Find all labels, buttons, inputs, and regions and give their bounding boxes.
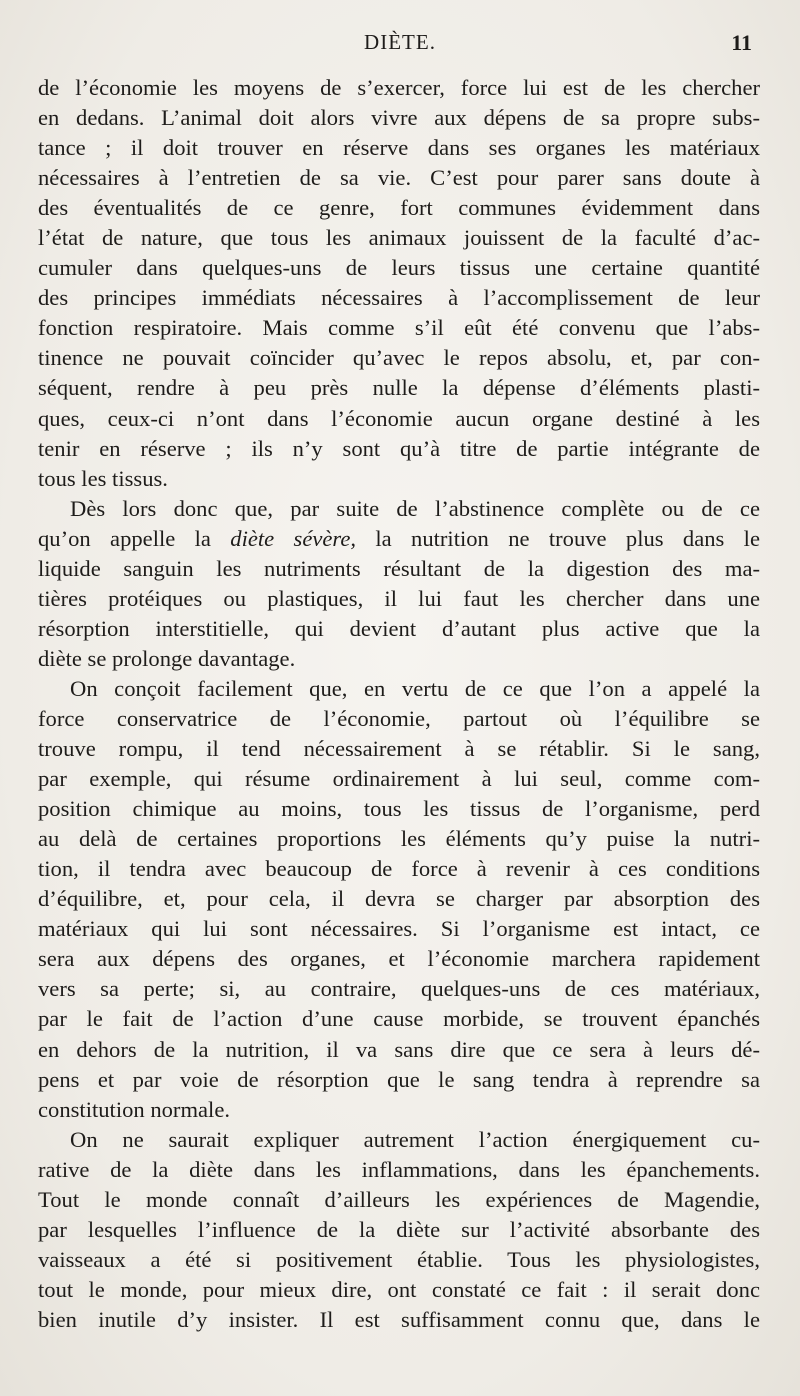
text-line: liquide sanguin les nutriments résultant de la digestion des ma- <box>38 555 760 581</box>
text-line: tion, il tendra avec beaucoup de force à revenir à ces conditions <box>38 856 760 882</box>
text-line: vers sa perte; si, au contraire, quelques-uns de ces matériaux, <box>38 976 760 1002</box>
text-line: On ne saurait expliquer autrement l’action énergiquement cu- <box>70 1126 760 1152</box>
text-line: vaisseaux a été si positivement établie. Tous les physiologistes, <box>38 1246 760 1272</box>
text-line: séquent, rendre à peu près nulle la dépense d’éléments plasti- <box>38 375 760 401</box>
text-line: tières protéiques ou plastiques, il lui faut les chercher dans une <box>38 585 760 611</box>
text-line: tance ; il doit trouver en réserve dans ses organes les matériaux <box>38 135 760 161</box>
body-text <box>38 73 760 1335</box>
text-line: pens et par voie de résorption que le sang tendra à reprendre sa <box>38 1066 760 1092</box>
text-line: rative de la diète dans les inflammations, dans les épanchements. <box>38 1156 760 1182</box>
text-line: de l’économie les moyens de s’exercer, force lui est de les chercher <box>38 75 760 100</box>
text-line: bien inutile d’y insister. Il est suffisamment connu que, dans le <box>38 1306 760 1332</box>
paragraph <box>38 494 760 674</box>
text-line: des éventualités de ce genre, fort communes évidemment dans <box>38 195 760 221</box>
text-line: en dehors de la nutrition, il va sans dire que ce sera à leurs dé- <box>38 1036 760 1062</box>
text-line: fonction respiratoire. Mais comme s’il eût été convenu que l’abs- <box>38 315 760 341</box>
text-line: tout le monde, pour mieux dire, ont constaté ce fait : il serait donc <box>38 1276 760 1302</box>
text-line: matériaux qui lui sont nécessaires. Si l’organisme est intact, ce <box>38 916 760 942</box>
text-line: au delà de certaines proportions les éléments qu’y puise la nutri- <box>38 826 760 852</box>
text-line: Tout le monde connaît d’ailleurs les expériences de Magendie, <box>38 1186 760 1212</box>
text-line: force conservatrice de l’économie, partout où l’équilibre se <box>38 705 760 731</box>
text-line: constitution normale. <box>38 1096 231 1122</box>
text-line: trouve rompu, il tend nécessairement à se rétablir. Si le sang, <box>38 736 760 762</box>
text-line: position chimique au moins, tous les tissus de l’organisme, perd <box>38 796 760 822</box>
paragraph <box>38 674 760 1125</box>
text-line: Dès lors donc que, par suite de l’abstinence complète ou de ce <box>70 495 760 521</box>
text-line: On conçoit facilement que, en vertu de ce que l’on a appelé la <box>70 675 760 701</box>
text-line: des principes immédiats nécessaires à l’accomplissement de leur <box>38 285 760 311</box>
text-line: sera aux dépens des organes, et l’économie marchera rapidement <box>38 946 760 972</box>
text-line: l’état de nature, que tous les animaux jouissent de la faculté d’ac- <box>38 225 760 251</box>
paragraph <box>38 73 760 494</box>
text-line: par lesquelles l’influence de la diète sur l’activité absorbante des <box>38 1216 760 1242</box>
text-line: qu’on appelle la diète sévère, la nutrition ne trouve plus dans le <box>38 525 760 551</box>
text-line: nécessaires à l’entretien de sa vie. C’est pour parer sans doute à <box>38 165 760 191</box>
text-line: tous les tissus. <box>38 465 168 491</box>
text-line: par le fait de l’action d’une cause morbide, se trouvent épanchés <box>38 1006 760 1032</box>
running-title: DIÈTE. <box>364 30 436 54</box>
text-line: tenir en réserve ; ils n’y sont qu’à titre de partie intégrante de <box>38 435 760 461</box>
text-line: ques, ceux-ci n’ont dans l’économie aucun organe destiné à les <box>38 405 760 431</box>
text-line: cumuler dans quelques-uns de leurs tissus une certaine quantité <box>38 255 760 281</box>
text-line: résorption interstitielle, qui devient d’autant plus active que la <box>38 615 760 641</box>
text-line: en dedans. L’animal doit alors vivre aux dépens de sa propre subs- <box>38 105 760 131</box>
page-number: 11 <box>731 30 752 55</box>
text-line: par exemple, qui résume ordinairement à lui seul, comme com- <box>38 766 760 792</box>
text-line: tinence ne pouvait coïncider qu’avec le repos absolu, et, par con- <box>38 345 760 371</box>
text-line: diète se prolonge davantage. <box>38 645 296 671</box>
text-line: d’équilibre, et, pour cela, il devra se charger par absorption des <box>38 886 760 912</box>
paragraph <box>38 1125 760 1335</box>
page-header <box>38 30 762 60</box>
